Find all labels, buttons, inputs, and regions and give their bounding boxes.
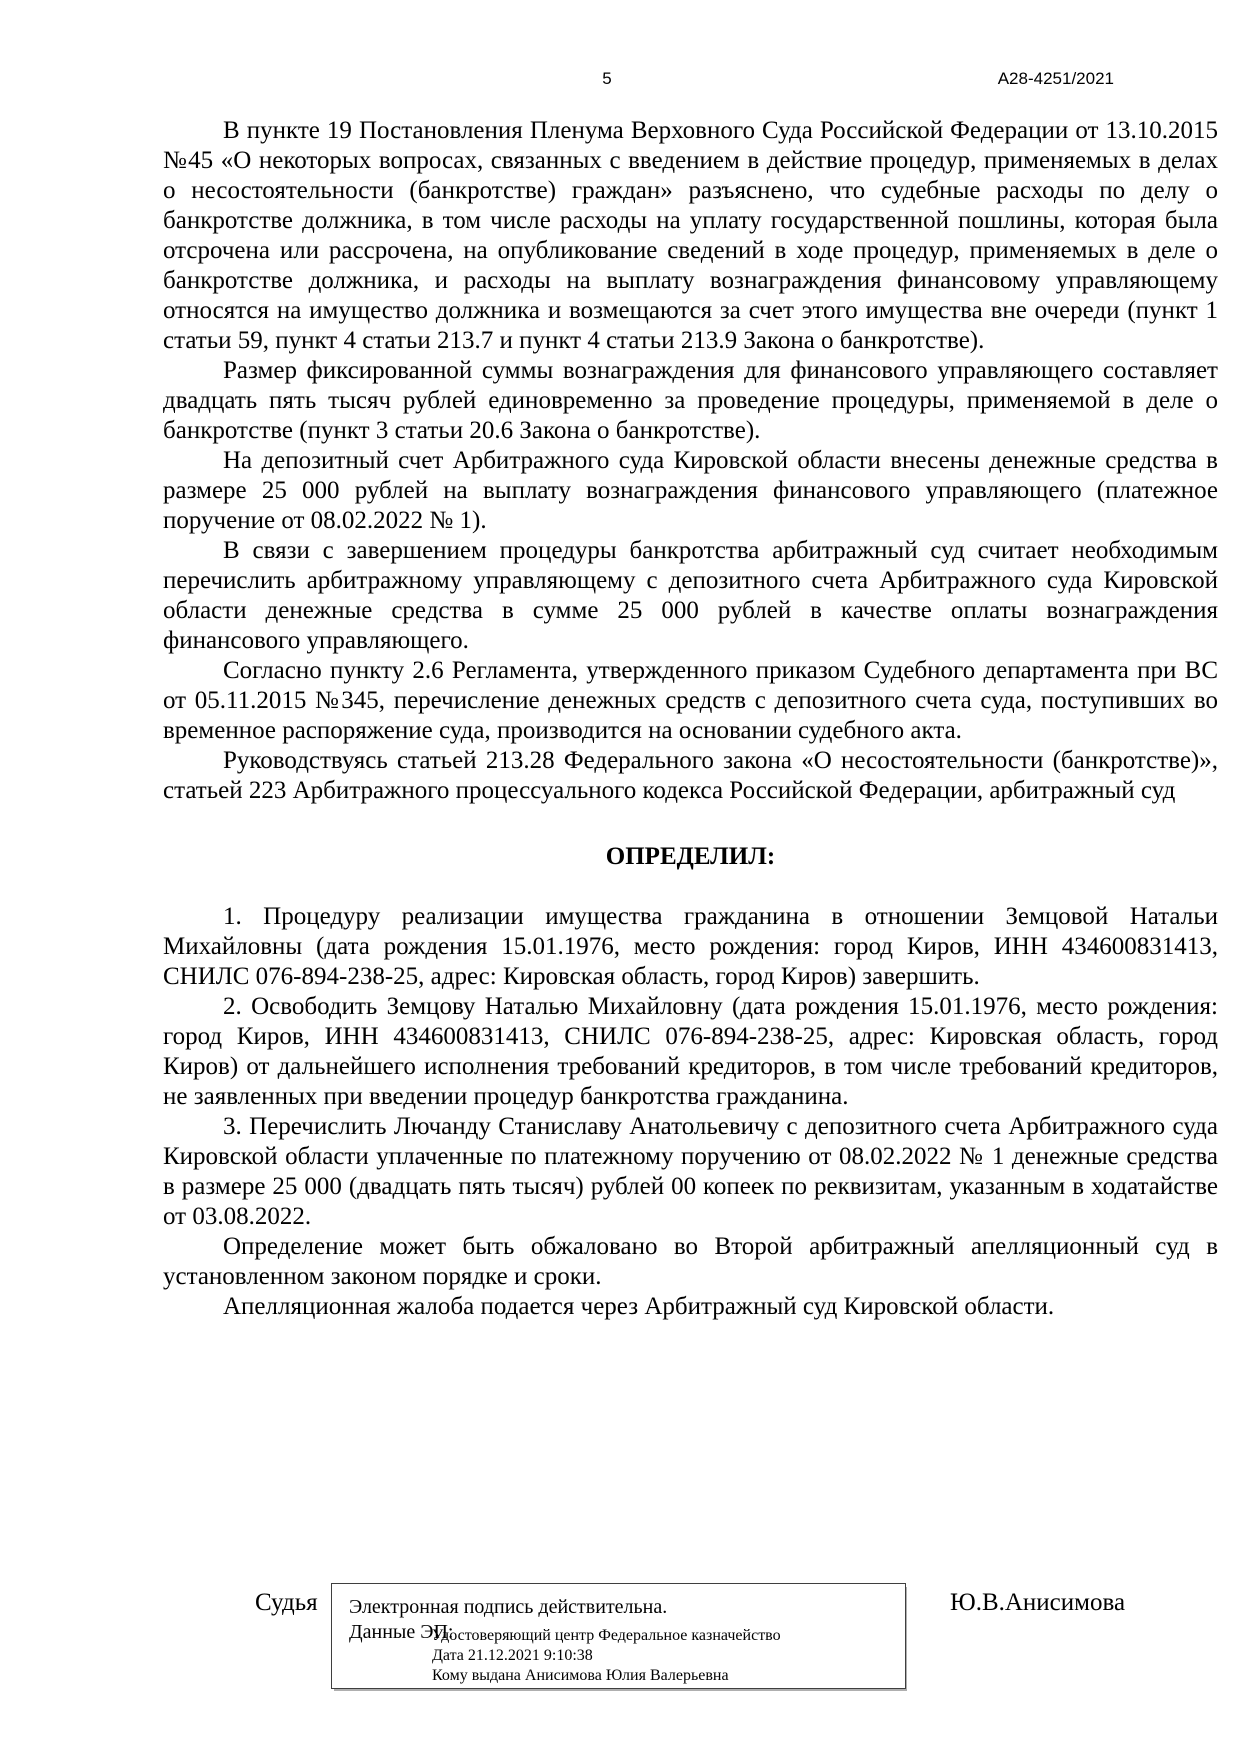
ruling-item: 3. Перечислить Лючанду Станиславу Анатольевичу с депозитного счета Арбитражного суда Кировской области уплаченные по платежному поручению от 08.02.2022 № 1 денежные средства в размере 25 000 (двадцать пять тысяч) рублей 00 копеек по реквизитам, указанным в ходатайстве от 03.08.2022. — [163, 1113, 1218, 1230]
stamp-validity-text: Электронная подпись действительна. — [349, 1596, 668, 1618]
appeal-paragraph: Определение может быть обжаловано во Второй арбитражный апелляционный суд в установленном законом порядке и сроки. — [163, 1233, 1218, 1290]
reasoning-paragraph: Руководствуясь статьей 213.28 Федерального закона «О несостоятельности (банкротстве)», статьей 223 Арбитражного процессуального кодекса Российской Федерации, арбитражный суд — [163, 747, 1218, 804]
stamp-details — [432, 1626, 781, 1686]
ruling-heading: ОПРЕДЕЛИЛ: — [605, 843, 776, 870]
stamp-issuer: Удостоверяющий центр Федеральное казначейство — [432, 1627, 781, 1644]
reasoning-paragraph: В связи с завершением процедуры банкротства арбитражный суд считает необходимым перечислить арбитражному управляющему с депозитного счета Арбитражного суда Кировской области денежные средства в сумме 25 000 рублей в качестве оплаты вознаграждения финансового управляющего. — [163, 537, 1218, 654]
electronic-signature-stamp — [331, 1583, 906, 1689]
reasoning-paragraph: В пункте 19 Постановления Пленума Верховного Суда Российской Федерации от 13.10.2015 №45 «О некоторых вопросах, связанных с введением в действие процедур, применяемых в делах о несостоятельности (банкротстве) граждан» разъяснено, что судебные расходы по делу о банкротстве должника, в том числе расходы на уплату государственной пошлины, которая была отсрочена или рассрочена, на опубликование сведений в ходе процедур, применяемых в деле о банкротстве должника, и расходы на выплату вознаграждения финансовому управляющему относятся на имущество должника и возмещаются за счет этого имущества вне очереди (пункт 1 статьи 59, пункт 4 статьи 213.7 и пункт 4 статьи 213.9 Закона о банкротстве). — [163, 117, 1218, 354]
judge-label: Судья — [255, 1589, 318, 1616]
appeal-paragraph: Апелляционная жалоба подается через Арбитражный суд Кировской области. — [223, 1293, 1055, 1320]
stamp-date: Дата 21.12.2021 9:10:38 — [432, 1647, 593, 1664]
case-number: А28-4251/2021 — [997, 69, 1114, 88]
reasoning-paragraph: На депозитный счет Арбитражного суда Кировской области внесены денежные средства в размере 25 000 рублей на выплату вознаграждения финансового управляющего (платежное поручение от 08.02.2022 № 1). — [163, 447, 1218, 534]
ruling-item: 1. Процедуру реализации имущества гражданина в отношении Земцовой Натальи Михайловны (дата рождения 15.01.1976, место рождения: город Киров, ИНН 434600831413, СНИЛС 076-894-238-25, адрес: Кировская область, город Киров) завершить. — [163, 903, 1218, 990]
ruling-item: 2. Освободить Земцову Наталью Михайловну (дата рождения 15.01.1976, место рождения: город Киров, ИНН 434600831413, СНИЛС 076-894-238-25, адрес: Кировская область, город Киров) от дальнейшего исполнения требований кредиторов, в том числе требований кредиторов, не заявленных при введении процедур банкротства гражданина. — [163, 993, 1218, 1110]
judge-name: Ю.В.Анисимова — [950, 1589, 1126, 1616]
ruling-body — [163, 116, 1218, 1322]
page-number: 5 — [602, 69, 612, 88]
reasoning-paragraph: Согласно пункту 2.6 Регламента, утвержденного приказом Судебного департамента при ВС от 05.11.2015 №345, перечисление денежных средств с депозитного счета суда, поступивших во временное распоряжение суда, производится на основании судебного акта. — [163, 657, 1218, 744]
stamp-issued-to: Кому выдана Анисимова Юлия Валерьевна — [432, 1667, 729, 1684]
reasoning-paragraph: Размер фиксированной суммы вознаграждения для финансового управляющего составляет двадцать пять тысяч рублей единовременно за проведение процедуры, применяемой в деле о банкротстве (пункт 3 статьи 20.6 Закона о банкротстве). — [163, 357, 1218, 444]
stamp-data-label: Данные ЭП: — [349, 1621, 454, 1643]
